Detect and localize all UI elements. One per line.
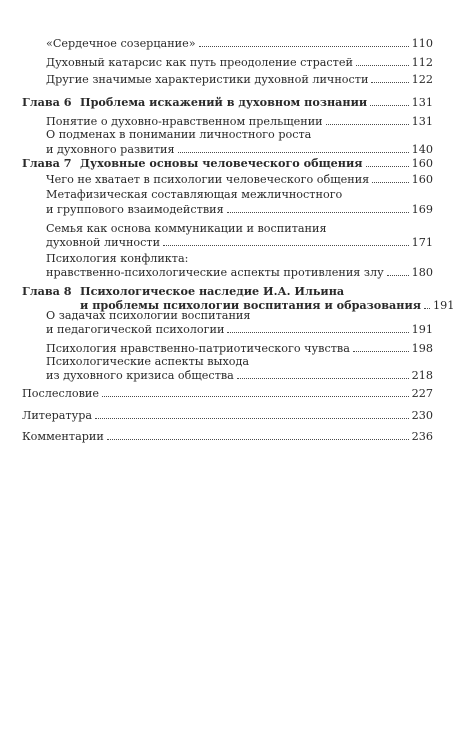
toc-entry-title: Психология нравственно-патриотического чувства [46,342,350,355]
dot-leader [199,46,409,47]
toc-page-number: 160 [411,173,433,186]
toc-page-number: 122 [411,73,433,86]
dot-leader [237,378,409,379]
toc-page-number: 131 [411,96,433,109]
toc-page-number: 218 [411,369,433,382]
chapter-number: Глава 6 [22,95,72,109]
toc-page-number: 227 [411,387,433,400]
dot-leader [163,245,409,246]
toc-page-number: 112 [411,56,433,69]
toc-entry [22,387,433,400]
toc-entry [46,73,433,86]
toc-page-number: 230 [411,409,433,422]
toc-entry [46,323,433,336]
dot-leader [387,275,409,276]
toc-entry [46,56,433,69]
toc-entry-title: и группового взаимодействия [46,203,224,216]
toc-page-number: 110 [411,37,433,50]
toc-entry [46,266,433,279]
dot-leader [366,166,409,167]
chapter-title: и проблемы психологии воспитания и образования [80,298,422,312]
toc-entry-title-line: О подменах в понимании личностного роста [46,128,312,141]
dot-leader [370,105,408,106]
toc-page-number: 236 [411,430,433,443]
chapter-title: Духовные основы человеческого общения [80,156,363,170]
toc-entry-title-line: Психологические аспекты выхода [46,355,250,368]
dot-leader [102,396,409,397]
toc-page-number: 191 [411,323,433,336]
toc-entry [22,409,433,422]
toc-entry-title: Комментарии [22,430,104,443]
toc-page-number: 198 [411,342,433,355]
toc-entry [46,37,433,50]
toc-entry-title-line: О задачах психологии воспитания [46,309,251,322]
toc-entry [22,430,433,443]
toc-entry-title: Понятие о духовно-нравственном прельщении [46,115,323,128]
dot-leader [227,332,408,333]
toc-chapter [22,157,433,170]
dot-leader [227,212,409,213]
toc-entry [46,342,433,355]
toc-entry-title: и педагогической психологии [46,323,225,336]
toc-page-number: 160 [411,157,433,170]
toc-entry [46,143,433,156]
toc-entry [46,115,433,128]
toc-entry-title: Литература [22,409,93,422]
toc-entry [46,173,433,186]
toc-entry-title: Чего не хватает в психологии человеческого общения [46,173,370,186]
dot-leader [371,82,408,83]
toc-page-number: 169 [411,203,433,216]
toc-entry-title: Послесловие [22,387,99,400]
toc-page-number: 191 [433,299,454,312]
toc-entry-title: из духовного кризиса общества [46,369,234,382]
toc-entry [46,203,433,216]
toc-entry-title: и духовного развития [46,143,175,156]
dot-leader [107,439,409,440]
toc-page-number: 140 [411,143,433,156]
dot-leader [326,124,409,125]
toc-page-number: 131 [411,115,433,128]
dot-leader [178,152,409,153]
toc-entry-title: Духовный катарсис как путь преодоление страстей [46,56,353,69]
toc-entry [46,236,433,249]
dot-leader [353,351,409,352]
toc-entry-title: нравственно-психологические аспекты противления злу [46,266,384,279]
toc-entry-title: духовной личности [46,236,161,249]
chapter-number: Глава 7 [22,156,72,170]
toc-entry [46,369,433,382]
chapter-title: Проблема искажений в духовном познании [80,95,368,109]
toc-entry-title: Другие значимые характеристики духовной личности [46,73,369,86]
chapter-title-line: Психологическое наследие И.А. Ильина [80,284,345,298]
toc-chapter [22,96,433,109]
toc-entry-title: «Сердечное созерцание» [46,37,196,50]
toc-entry-title-line: Семья как основа коммуникации и воспитания [46,222,327,235]
dot-leader [372,182,408,183]
dot-leader [356,65,409,66]
toc-page-number: 180 [411,266,433,279]
chapter-number: Глава 8 [22,284,72,298]
dot-leader [95,418,409,419]
toc-entry-title-line: Психология конфликта: [46,252,189,265]
toc-page-number: 171 [411,236,433,249]
toc-entry-title-line: Метафизическая составляющая межличностного [46,188,343,201]
